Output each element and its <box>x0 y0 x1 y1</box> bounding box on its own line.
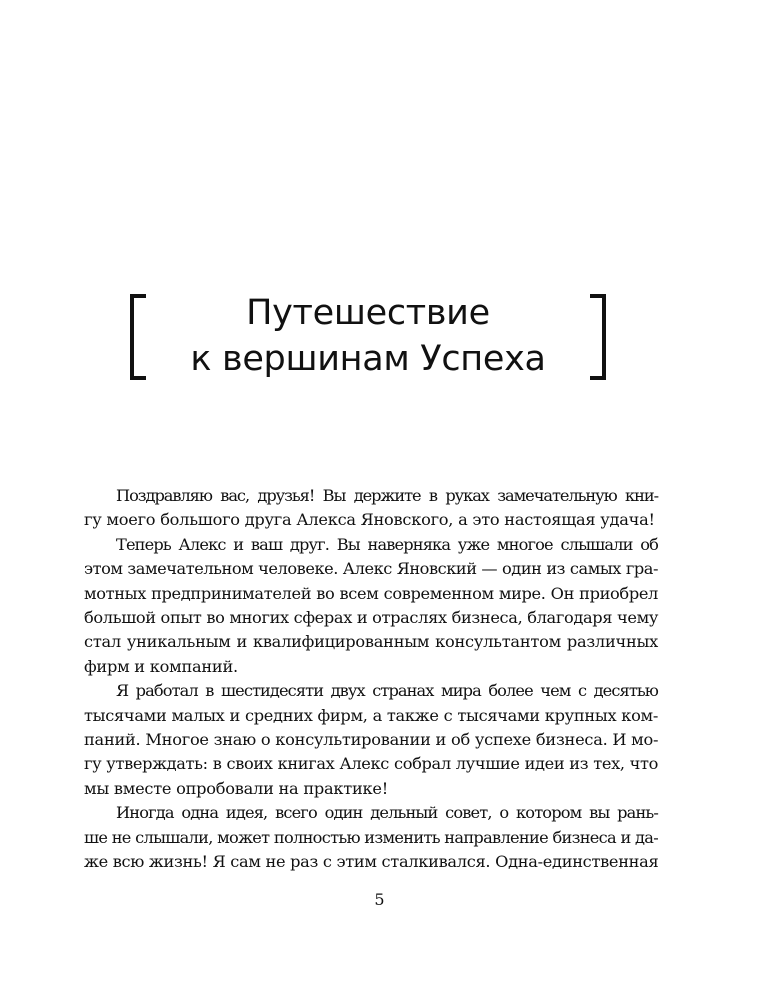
page-number: 5 <box>374 890 385 909</box>
text-line: Поздравляю вас, друзья! Вы держите в руках замечательную кни- <box>116 486 658 505</box>
text-line: Я работал в шестидесяти двух странах мира более чем с десятью <box>116 681 658 701</box>
text-line: Иногда одна идея, всего один дельный совет, о котором вы рань- <box>116 803 658 823</box>
chapter-heading-block <box>130 294 606 382</box>
text-line: стал уникальным и квалифицированным консультантом различных <box>84 632 658 652</box>
body-text <box>84 484 658 875</box>
text-line: большой опыт во многих сферах и отраслях бизнеса, благодаря чему <box>84 608 658 628</box>
text-line: мотных предпринимателей во всем современном мире. Он приобрел <box>84 583 658 603</box>
left-bracket <box>130 294 146 380</box>
chapter-title-line-2: к вершинам Успеха <box>190 339 546 379</box>
right-bracket <box>590 294 606 380</box>
text-line: ше не слышали, может полностью изменить направление бизнеса и да- <box>84 827 658 847</box>
text-line: гу утверждать: в своих книгах Алекс собрал лучшие идеи из тех, что <box>84 754 658 774</box>
text-line: фирм и компаний. <box>84 656 238 676</box>
text-line: паний. Многое знаю о консультировании и об успехе бизнеса. И мо- <box>84 730 659 750</box>
text-line: Теперь Алекс и ваш друг. Вы наверняка уже многое слышали об <box>116 534 658 554</box>
text-line: этом замечательном человеке. Алекс Яновский — один из самых гра- <box>84 559 658 579</box>
text-line: мы вместе опробовали на практике! <box>84 778 388 798</box>
chapter-title-line-1: Путешествие <box>246 293 490 333</box>
text-line: гу моего большого друга Алекса Яновского, а это настоящая удача! <box>84 510 655 530</box>
chapter-title <box>154 290 582 382</box>
paragraph <box>84 533 658 679</box>
paragraph <box>84 801 658 874</box>
text-line: же всю жизнь! Я сам не раз с этим сталкивался. Одна-единственная <box>84 852 659 872</box>
text-line: тысячами малых и средних фирм, а также с тысячами крупных ком- <box>84 705 658 725</box>
paragraph <box>84 484 658 533</box>
paragraph <box>84 679 658 801</box>
